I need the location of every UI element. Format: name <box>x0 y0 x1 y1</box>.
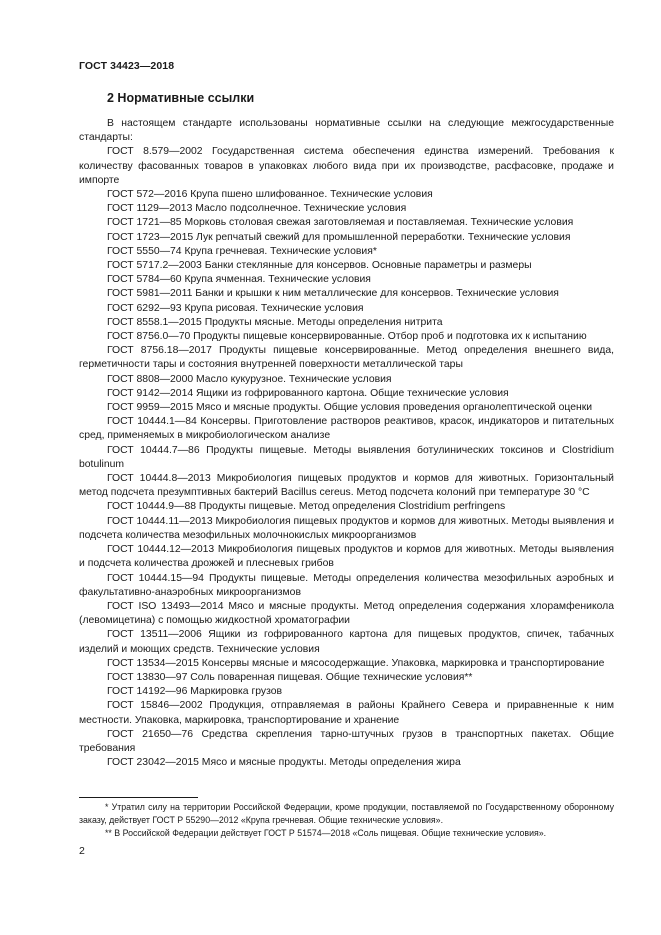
reference-item: ГОСТ 8.579—2002 Государственная система обеспечения единства измерений. Требования к количеству фасованных товаров в упаковках любого вида при их производстве, расфасовке, продаже и импорте <box>79 146 614 186</box>
reference-item: ГОСТ 13534—2015 Консервы мясные и мясосодержащие. Упаковка, маркировка и транспортирование <box>107 657 605 669</box>
reference-item: ГОСТ 5784—60 Крупа ячменная. Технические условия <box>107 274 371 286</box>
intro-paragraph: В настоящем стандарте использованы нормативные ссылки на следующие межгосударственные стандарты: <box>79 118 614 144</box>
section-title: 2 Нормативные ссылки <box>107 91 255 105</box>
reference-item: ГОСТ 1129—2013 Масло подсолнечное. Технические условия <box>107 203 407 215</box>
reference-item: ГОСТ 10444.8—2013 Микробиология пищевых продуктов и кормов для животных. Горизонтальный метод подсчета презумптивных бактерий Bacillus cereus. Метод подсчета колоний при температуре 30 °С <box>79 473 614 499</box>
reference-item: ГОСТ 10444.1—84 Консервы. Приготовление растворов реактивов, красок, индикаторов и питательных сред, применяемых в микробиологическом анализе <box>79 416 614 442</box>
reference-item: ГОСТ 13511—2006 Ящики из гофрированного картона для пищевых продуктов, спичек, табачных изделий и моющих средств. Технические условия <box>79 629 614 655</box>
reference-item: ГОСТ 1721—85 Морковь столовая свежая заготовляемая и поставляемая. Технические условия <box>107 217 574 229</box>
reference-item: ГОСТ 8808—2000 Масло кукурузное. Технические условия <box>107 373 392 385</box>
reference-item: ГОСТ 10444.9—88 Продукты пищевые. Метод определения Clostridium perfringens <box>107 501 506 513</box>
reference-item: ГОСТ 9142—2014 Ящики из гофрированного картона. Общие технические условия <box>107 387 509 399</box>
reference-item: ГОСТ 14192—96 Маркировка грузов <box>107 686 283 698</box>
reference-item: ГОСТ 572—2016 Крупа пшено шлифованное. Технические условия <box>107 189 433 201</box>
reference-item: ГОСТ 13830—97 Соль поваренная пищевая. Общие технические условия** <box>107 671 473 683</box>
reference-item: ГОСТ 8558.1—2015 Продукты мясные. Методы определения нитрита <box>107 316 443 328</box>
reference-item: ГОСТ 6292—93 Крупа рисовая. Технические условия <box>107 302 364 314</box>
reference-item: ГОСТ 10444.7—86 Продукты пищевые. Методы выявления ботулинических токсинов и Clostridium botulinum <box>79 444 614 470</box>
page-number: 2 <box>79 845 85 857</box>
reference-item: ГОСТ 8756.0—70 Продукты пищевые консервированные. Отбор проб и подготовка их к испытанию <box>107 331 587 343</box>
reference-list <box>79 145 614 770</box>
footnotes <box>79 801 614 839</box>
reference-item: ГОСТ 10444.11—2013 Микробиология пищевых продуктов и кормов для животных. Методы выявления и подсчета количества мезофильных молочнокислых микроорганизмов <box>79 515 614 541</box>
reference-item: ГОСТ 5717.2—2003 Банки стеклянные для консервов. Основные параметры и размеры <box>107 260 532 272</box>
document-header: ГОСТ 34423—2018 <box>79 60 175 72</box>
reference-item: ГОСТ 21650—76 Средства скрепления тарно-штучных грузов в транспортных пакетах. Общие требования <box>79 728 614 754</box>
reference-item: ГОСТ 9959—2015 Мясо и мясные продукты. Общие условия проведения органолептической оценки <box>107 402 593 414</box>
section-body <box>79 117 614 770</box>
reference-item: ГОСТ ISO 13493—2014 Мясо и мясные продукты. Метод определения содержания хлорамфеникола (левомицетина) с помощью жидкостной хроматографии <box>79 600 614 627</box>
reference-item: ГОСТ 15846—2002 Продукция, отправляемая в районы Крайнего Севера и приравненные к ним местности. Упаковка, маркировка, транспортирование и хранение <box>79 700 614 726</box>
reference-item: ГОСТ 10444.15—94 Продукты пищевые. Методы определения количества мезофильных аэробных и факультативно-анаэробных микроорганизмов <box>79 572 614 598</box>
reference-item: ГОСТ 5981—2011 Банки и крышки к ним металлические для консервов. Технические условия <box>107 288 559 300</box>
reference-item: ГОСТ 8756.18—2017 Продукты пищевые консервированные. Метод определения внешнего вида, герметичности тары и состояния внутренней поверхности металлической тары <box>79 345 614 371</box>
reference-item: ГОСТ 1723—2015 Лук репчатый свежий для промышленной переработки. Технические условия <box>107 231 571 243</box>
footnote-divider <box>79 797 198 798</box>
footnote: ** В Российской Федерации действует ГОСТ Р 51574—2018 «Соль пищевая. Общие технические условия». <box>105 827 547 838</box>
footnote: * Утратил силу на территории Российской Федерации, кроме продукции, поставляемой по Государственному оборонному заказу, действует ГОСТ Р 55290—2012 «Крупа гречневая. Общие технические условия». <box>79 802 614 825</box>
reference-item: ГОСТ 10444.12—2013 Микробиология пищевых продуктов и кормов для животных. Методы выявления и подсчета количества дрожжей и плесневых грибов <box>79 544 614 570</box>
reference-item: ГОСТ 5550—74 Крупа гречневая. Технические условия* <box>107 245 377 257</box>
reference-item: ГОСТ 23042—2015 Мясо и мясные продукты. Методы определения жира <box>107 757 461 769</box>
